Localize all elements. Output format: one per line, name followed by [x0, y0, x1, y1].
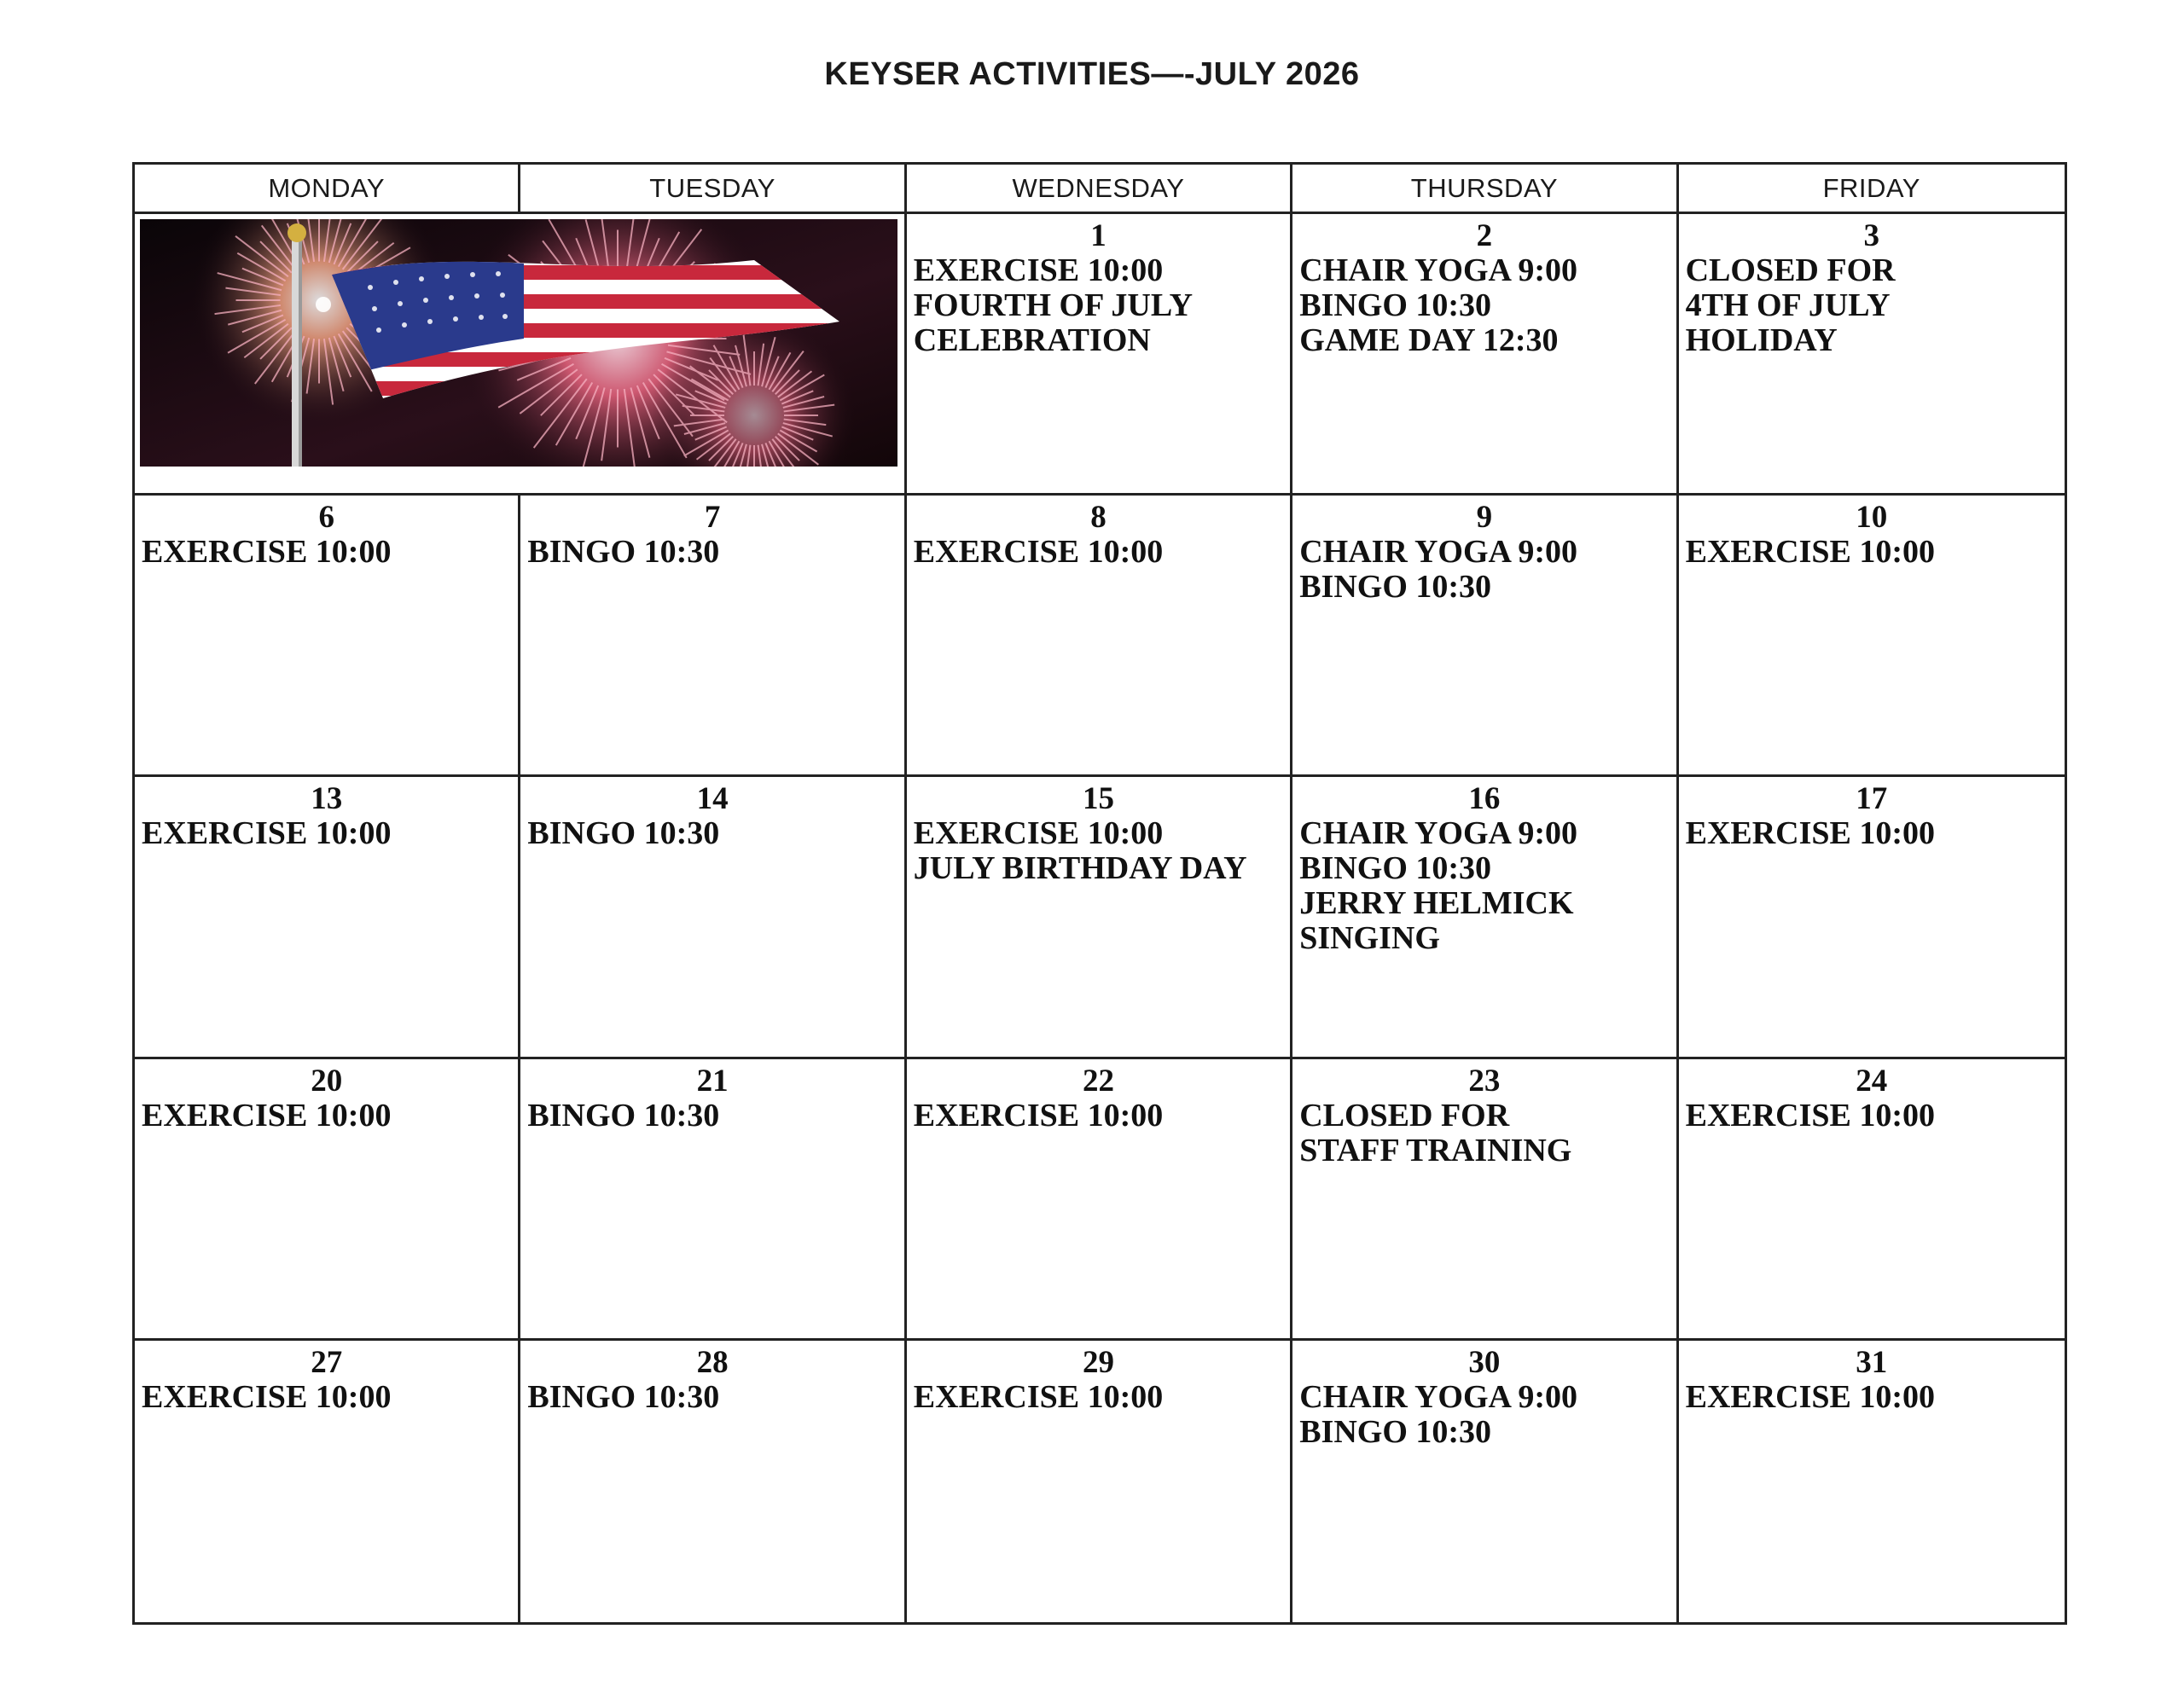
calendar-day-cell — [135, 496, 520, 777]
event-line: EXERCISE 10:00 — [913, 1097, 1164, 1133]
calendar-day-cell — [1292, 496, 1678, 777]
event-line: EXERCISE 10:00 — [913, 534, 1164, 571]
calendar-day-cell — [907, 1341, 1292, 1622]
weekday-header-monday: MONDAY — [135, 165, 520, 214]
date-number: 24 — [1856, 1063, 1888, 1099]
calendar-day-cell — [520, 1341, 906, 1622]
calendar-day-cell — [1292, 1341, 1678, 1622]
event-line: JULY BIRTHDAY DAY — [913, 850, 1247, 887]
event-line: EXERCISE 10:00 — [1685, 815, 1936, 852]
event-line: STAFF TRAINING — [1299, 1132, 1572, 1168]
event-line: CLOSED FOR — [1685, 252, 1896, 288]
event-line: GAME DAY 12:30 — [1299, 322, 1559, 358]
calendar-day-cell — [1292, 777, 1678, 1058]
calendar-day-cell — [1679, 496, 2065, 777]
event-line: CELEBRATION — [913, 322, 1151, 358]
date-number: 6 — [318, 500, 334, 536]
date-number: 27 — [311, 1344, 343, 1380]
date-number: 9 — [1476, 500, 1493, 536]
date-number: 3 — [1863, 218, 1880, 253]
date-number: 2 — [1476, 218, 1493, 253]
date-number: 15 — [1082, 781, 1114, 817]
event-line: BINGO 10:30 — [527, 1097, 720, 1133]
calendar-day-cell — [1679, 214, 2065, 496]
date-number: 28 — [696, 1344, 729, 1380]
date-number: 21 — [696, 1063, 729, 1099]
event-line: CHAIR YOGA 9:00 — [1299, 1378, 1578, 1415]
event-line: EXERCISE 10:00 — [142, 1097, 392, 1133]
weekday-header-friday: FRIDAY — [1679, 165, 2065, 214]
calendar-day-cell — [1679, 1341, 2065, 1622]
event-line: BINGO 10:30 — [1299, 1413, 1492, 1450]
event-line: FOURTH OF JULY — [913, 287, 1194, 323]
date-number: 16 — [1468, 781, 1501, 817]
event-line: 4TH OF JULY — [1685, 287, 1891, 323]
date-number: 29 — [1082, 1344, 1114, 1380]
calendar-day-cell — [907, 214, 1292, 496]
event-line: CHAIR YOGA 9:00 — [1299, 252, 1578, 288]
calendar-day-cell — [1292, 1059, 1678, 1341]
event-line: EXERCISE 10:00 — [142, 1378, 392, 1415]
event-line: EXERCISE 10:00 — [913, 252, 1164, 288]
calendar-day-cell — [135, 1341, 520, 1622]
event-line: EXERCISE 10:00 — [142, 534, 392, 571]
calendar-day-cell — [907, 1059, 1292, 1341]
event-line: CLOSED FOR — [1299, 1097, 1510, 1133]
weekday-header-tuesday: TUESDAY — [520, 165, 906, 214]
calendar-day-cell — [520, 496, 906, 777]
event-line: EXERCISE 10:00 — [142, 815, 392, 852]
calendar-day-cell — [907, 496, 1292, 777]
event-line: CHAIR YOGA 9:00 — [1299, 815, 1578, 852]
event-line: SINGING — [1299, 920, 1440, 957]
event-line: CHAIR YOGA 9:00 — [1299, 534, 1578, 571]
event-line: BINGO 10:30 — [1299, 569, 1492, 606]
calendar-title: KEYSER ACTIVITIES—-JULY 2026 — [824, 56, 1360, 92]
event-line: EXERCISE 10:00 — [913, 1378, 1164, 1415]
holiday-banner-cell — [135, 214, 907, 496]
calendar-day-cell — [135, 777, 520, 1058]
event-line: EXERCISE 10:00 — [913, 815, 1164, 852]
event-line: EXERCISE 10:00 — [1685, 1097, 1936, 1133]
event-line: BINGO 10:30 — [527, 1378, 720, 1415]
weekday-header-thursday: THURSDAY — [1292, 165, 1678, 214]
calendar-grid — [132, 162, 2067, 1625]
date-number: 10 — [1856, 500, 1888, 536]
calendar-day-cell — [520, 1059, 906, 1341]
date-number: 22 — [1082, 1063, 1114, 1099]
flag-fireworks-image — [140, 219, 897, 467]
calendar-day-cell — [1679, 777, 2065, 1058]
date-number: 23 — [1468, 1063, 1501, 1099]
date-number: 30 — [1468, 1344, 1501, 1380]
calendar-day-cell — [520, 777, 906, 1058]
date-number: 13 — [311, 781, 343, 817]
date-number: 8 — [1090, 500, 1107, 536]
event-line: BINGO 10:30 — [1299, 287, 1492, 323]
event-line: HOLIDAY — [1685, 322, 1838, 358]
date-number: 14 — [696, 781, 729, 817]
date-number: 20 — [311, 1063, 343, 1099]
date-number: 17 — [1856, 781, 1888, 817]
event-line: EXERCISE 10:00 — [1685, 1378, 1936, 1415]
date-number: 7 — [704, 500, 721, 536]
event-line: BINGO 10:30 — [527, 815, 720, 852]
calendar-day-cell — [907, 777, 1292, 1058]
event-line: JERRY HELMICK — [1299, 885, 1574, 922]
event-line: BINGO 10:30 — [1299, 850, 1492, 887]
calendar-day-cell — [1679, 1059, 2065, 1341]
calendar-day-cell — [1292, 214, 1678, 496]
event-line: BINGO 10:30 — [527, 534, 720, 571]
date-number: 1 — [1090, 218, 1107, 253]
event-line: EXERCISE 10:00 — [1685, 534, 1936, 571]
calendar-day-cell — [135, 1059, 520, 1341]
date-number: 31 — [1856, 1344, 1888, 1380]
weekday-header-wednesday: WEDNESDAY — [907, 165, 1292, 214]
